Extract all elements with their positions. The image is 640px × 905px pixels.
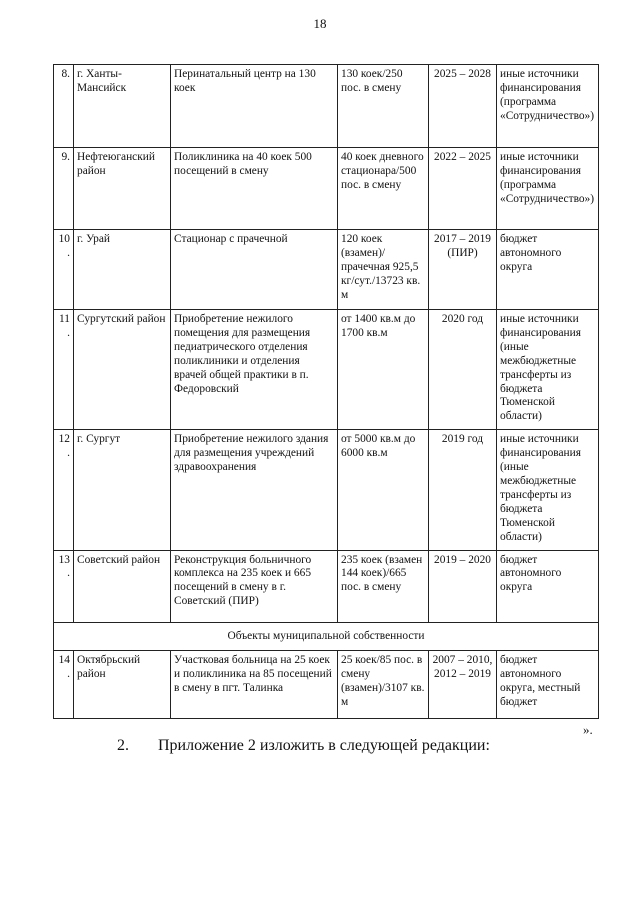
construction-objects-table [53,64,599,719]
row-period: 2017 – 2019 (ПИР) [429,230,497,310]
row-period: 2019 – 2020 [429,550,497,622]
row-object: Перинатальный центр на 130 коек [171,65,338,148]
row-location: г. Ханты-Мансийск [74,65,171,148]
section-row [54,622,599,651]
row-number: 8. [54,65,74,148]
section-title: Объекты муниципальной собственности [54,622,599,651]
row-number: 9. [54,148,74,230]
row-funding-source: иные источники финансирования (иные межбюджетные трансферты из бюджета Тюменской области) [497,430,599,550]
row-funding-source: иные источники финансирования (иные межбюджетные трансферты из бюджета Тюменской области) [497,310,599,430]
row-location: г. Урай [74,230,171,310]
row-object: Поликлиника на 40 коек 500 посещений в смену [171,148,338,230]
page-number: 18 [313,16,327,31]
row-number: 10. [54,230,74,310]
row-capacity: от 5000 кв.м до 6000 кв.м [338,430,429,550]
row-number: 12. [54,430,74,550]
row-capacity: 40 коек дневного стационара/500 пос. в смену [338,148,429,230]
table-row [54,550,599,622]
row-period: 2025 – 2028 [429,65,497,148]
row-period: 2022 – 2025 [429,148,497,230]
row-object: Стационар с прачечной [171,230,338,310]
row-capacity: 235 коек (взамен 144 коек)/665 пос. в смену [338,550,429,622]
row-number: 14. [54,651,74,719]
row-object: Участковая больница на 25 коек и поликлиника на 85 посещений в смену в пгт. Талинка [171,651,338,719]
row-funding-source: бюджет автономного округа, местный бюджет [497,651,599,719]
row-capacity: 120 коек (взамен)/прачечная 925,5 кг/сут./13723 кв. м [338,230,429,310]
row-location: Советский район [74,550,171,622]
row-period: 2007 – 2010, 2012 – 2019 [429,651,497,719]
table-row [54,148,599,230]
appendix-item-number: 2. [117,737,129,754]
row-capacity: 25 коек/85 пос. в смену (взамен)/3107 кв. м [338,651,429,719]
row-period: 2020 год [429,310,497,430]
row-object: Реконструкция больничного комплекса на 235 коек и 665 посещений в смену в г. Советский (ПИР) [171,550,338,622]
row-number: 11. [54,310,74,430]
row-object: Приобретение нежилого здания для размещения учреждений здравоохранения [171,430,338,550]
appendix-item-text: Приложение 2 изложить в следующей редакции: [158,737,490,754]
row-funding-source: бюджет автономного округа [497,550,599,622]
row-capacity: 130 коек/250 пос. в смену [338,65,429,148]
row-funding-source: бюджет автономного округа [497,230,599,310]
row-location: Сургутский район [74,310,171,430]
table-row [54,430,599,550]
table-row [54,651,599,719]
row-period: 2019 год [429,430,497,550]
closing-quote: ». [583,722,593,737]
row-object: Приобретение нежилого помещения для размещения педиатрического отделения поликлиники и отделения врачей общей практики в п. Федоровский [171,310,338,430]
row-location: Нефтеюганский район [74,148,171,230]
row-funding-source: иные источники финансирования (программа «Сотрудничество») [497,65,599,148]
table-row [54,230,599,310]
row-funding-source: иные источники финансирования (программа «Сотрудничество») [497,148,599,230]
table-row [54,310,599,430]
row-number: 13. [54,550,74,622]
row-location: Октябрьский район [74,651,171,719]
table-row [54,65,599,148]
row-location: г. Сургут [74,430,171,550]
row-capacity: от 1400 кв.м до 1700 кв.м [338,310,429,430]
